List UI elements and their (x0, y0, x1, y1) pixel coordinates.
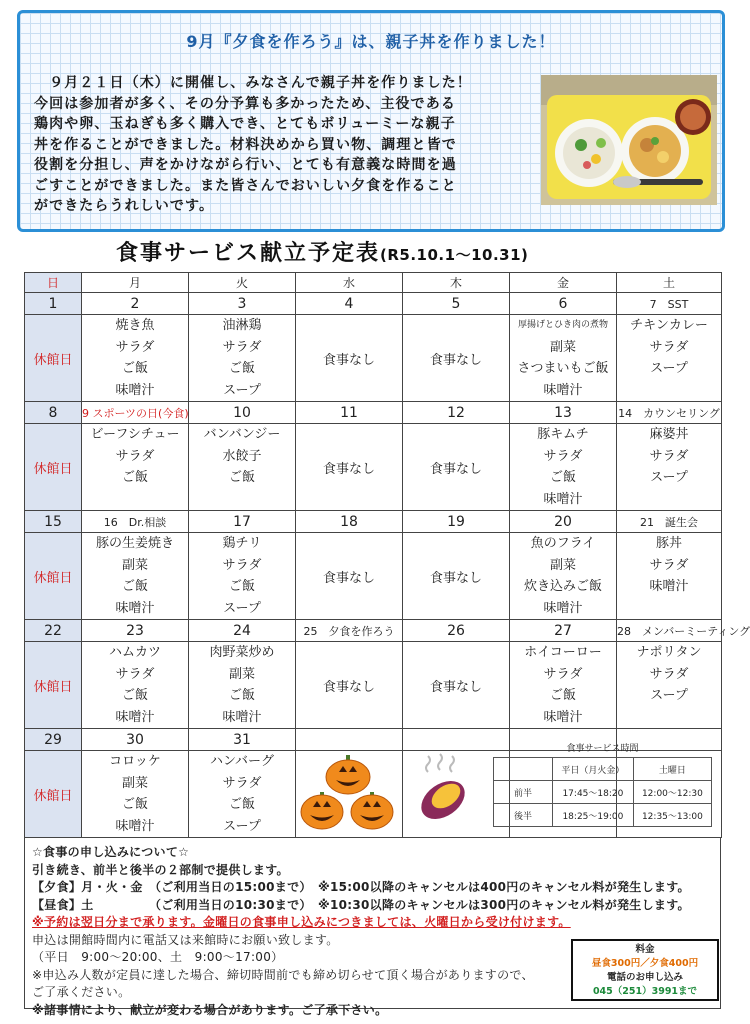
header-fri: 金 (510, 273, 617, 293)
date-cell: 17 (189, 511, 296, 533)
no-meal-cell (296, 315, 403, 402)
dish-item: ご飯 (228, 361, 255, 376)
date-cell: 31 (189, 729, 296, 751)
no-meal-cell (403, 315, 510, 402)
phone-label: 電話のお申し込み (606, 972, 683, 983)
hours-col-weekday: 平日（月火金） (553, 758, 634, 781)
hours-caption: 食事サービス時間 (566, 744, 639, 754)
dish-item: ご飯 (121, 579, 148, 594)
menu-cell (82, 751, 189, 838)
dish-item: サラダ (649, 666, 689, 682)
dish-item: 肉野菜炒め (209, 645, 275, 660)
dish-item: 副菜 (121, 557, 148, 573)
notice-line-warning: ※予約は翌日分まで承ります。金曜日の食事申し込みにつきましては、火曜日から受け付けます。 (32, 915, 571, 929)
dish-item: ご飯 (228, 797, 255, 812)
hours-weekday: 18:25～19:00 (553, 804, 634, 827)
date-row (25, 511, 722, 533)
dish-item: 味噌汁 (543, 382, 583, 398)
date-cell: 19 (403, 511, 510, 533)
no-meal-label: 食事なし (429, 461, 482, 477)
date-cell: 2 (82, 293, 189, 315)
dish-item: ナポリタン (636, 645, 702, 660)
date-cell: 18 (296, 511, 403, 533)
notice-line-dinner: 【夕食】月・火・金 （ご利用当日の15:00まで） ※15:00以降のキャンセルは400円のキャンセル料が発生します。 (32, 880, 690, 894)
no-meal-cell (296, 533, 403, 620)
date-cell: 7 SST (617, 293, 722, 315)
dish-item: ご飯 (121, 361, 148, 376)
menu-cell (510, 424, 617, 511)
closed-cell (25, 315, 82, 402)
news-line: ができたらうれしいです。 (34, 198, 215, 214)
dish-item: サラダ (649, 448, 689, 464)
dish-item: スープ (650, 470, 688, 485)
menu-title (116, 236, 528, 267)
date-cell: 11 (296, 402, 403, 424)
date-row (25, 293, 722, 315)
dish-item: 味噌汁 (115, 709, 155, 725)
menu-cell (617, 315, 722, 402)
menu-cell (82, 424, 189, 511)
closed-label: 休館日 (33, 679, 73, 695)
dish-item: サラダ (543, 666, 583, 682)
dish-item: 魚のフライ (530, 536, 596, 551)
dish-item: 豚丼 (655, 536, 682, 551)
date-cell: 5 (403, 293, 510, 315)
dish-item: 鶏チリ (222, 536, 262, 551)
notice-heading: ☆食事の申し込みについて☆ (32, 845, 190, 859)
hours-weekday: 17:45～18:20 (553, 781, 634, 804)
news-line: 今回は参加者が多く、その分予算も多かったため、主役である (34, 95, 456, 112)
phone-number: 045（251）3991まで (592, 986, 698, 997)
dish-item: 焼き魚 (115, 318, 155, 333)
no-meal-label: 食事なし (429, 352, 482, 368)
date-cell: 1 (25, 293, 82, 315)
dish-item: サラダ (222, 557, 262, 573)
hours-corner (494, 758, 553, 781)
dish-item: 味噌汁 (543, 600, 583, 616)
menu-cell (189, 315, 296, 402)
date-cell: 29 (25, 729, 82, 751)
date-cell: 27 (510, 620, 617, 642)
no-meal-cell (403, 533, 510, 620)
notice-line: 申込は開館時間内に電話又は来館時にお願い致します。 (32, 932, 339, 947)
hours-table (493, 757, 712, 827)
closed-label: 休館日 (33, 570, 73, 586)
date-row (25, 402, 722, 424)
dish-item: 味噌汁 (115, 818, 155, 834)
header-sun: 日 (25, 273, 82, 293)
news-line: ごすことができました。また皆さんでおいしい夕食を作ること (34, 177, 457, 194)
date-cell: 6 (510, 293, 617, 315)
date-cell: 22 (25, 620, 82, 642)
header-wed: 水 (296, 273, 403, 293)
dish-item: 副菜 (121, 775, 148, 791)
dish-item: コロッケ (109, 754, 161, 769)
dish-item: 副菜 (549, 557, 576, 573)
header-thu: 木 (403, 273, 510, 293)
menu-cell (617, 533, 722, 620)
date-cell: 21 誕生会 (617, 511, 722, 533)
news-line: 丼を作ることができました。材料決めから買い物、調理と皆で (34, 136, 457, 153)
menu-cell (510, 533, 617, 620)
hours-row-label: 後半 (494, 804, 553, 827)
hours-row-label: 前半 (494, 781, 553, 804)
closed-cell (25, 642, 82, 729)
notice-line: ご了承ください。 (32, 985, 131, 999)
no-meal-cell (403, 642, 510, 729)
date-cell: 24 (189, 620, 296, 642)
hours-saturday: 12:35～13:00 (633, 804, 711, 827)
header-mon: 月 (82, 273, 189, 293)
menu-cell (189, 533, 296, 620)
dish-item: さつまいもご飯 (517, 361, 609, 376)
dish-item: ご飯 (549, 470, 576, 485)
empty-date-cell (296, 729, 403, 751)
menu-row (25, 533, 722, 620)
menu-title-main: 食事サービス献立予定表 (116, 241, 381, 266)
menu-period: (R5.10.1～10.31) (380, 246, 529, 264)
news-line: 鶏肉や卵、玉ねぎも多く購入でき、とてもボリューミーな親子 (34, 116, 456, 132)
dish-item: バンバンジー (203, 427, 281, 442)
dish-item: 味噌汁 (543, 491, 583, 507)
price-label: 料金 (635, 944, 655, 955)
notice-line-lunch: 【昼食】土 （ご利用当日の10:30まで） ※10:30以降のキャンセルは300円のキャンセル料が発生します。 (32, 897, 690, 912)
dish-item: サラダ (222, 775, 262, 791)
dish-item: サラダ (649, 339, 689, 355)
date-cell: 23 (82, 620, 189, 642)
dish-item: 厚揚げとひき肉の煮物 (517, 320, 608, 330)
date-cell: 25 夕食を作ろう (296, 620, 403, 642)
date-cell: 20 (510, 511, 617, 533)
date-cell: 15 (25, 511, 82, 533)
menu-cell (510, 642, 617, 729)
dish-item: サラダ (115, 666, 155, 682)
date-cell: 10 (189, 402, 296, 424)
menu-row (25, 642, 722, 729)
closed-cell (25, 751, 82, 838)
menu-cell (189, 751, 296, 838)
dish-item: スープ (223, 382, 261, 398)
no-meal-label: 食事なし (322, 352, 375, 368)
menu-row (25, 424, 722, 511)
dish-item: スープ (223, 818, 261, 834)
date-cell: 8 (25, 402, 82, 424)
dish-item: 豚の生姜焼き (95, 536, 174, 551)
menu-cell (82, 533, 189, 620)
no-meal-label: 食事なし (322, 679, 375, 695)
dish-item: チキンカレー (630, 318, 708, 333)
notice-line: （平日 9:00～20:00、土 9:00～17:00） (32, 950, 284, 964)
date-cell: 30 (82, 729, 189, 751)
dish-item: 味噌汁 (115, 382, 155, 398)
closed-label: 休館日 (33, 352, 73, 368)
dish-item: スープ (223, 600, 261, 616)
news-line: ９月２１日（木）に開催し、みなさんで親子丼を作りました！ (34, 75, 472, 91)
dish-item: ご飯 (121, 470, 148, 485)
date-cell: 28 メンバーミーティング (617, 620, 722, 642)
no-meal-cell (296, 642, 403, 729)
date-cell: 4 (296, 293, 403, 315)
news-box (17, 10, 725, 232)
dish-item: ご飯 (121, 688, 148, 703)
closed-label: 休館日 (33, 788, 73, 804)
dish-item: ご飯 (228, 688, 255, 703)
dish-item: 豚キムチ (537, 427, 589, 442)
dish-item: 味噌汁 (115, 600, 155, 616)
dish-item: サラダ (115, 339, 155, 355)
no-meal-label: 食事なし (429, 570, 482, 586)
date-cell: 13 (510, 402, 617, 424)
dish-item: スープ (650, 361, 688, 376)
no-meal-cell (296, 424, 403, 511)
header-tue: 火 (189, 273, 296, 293)
dish-item: ご飯 (549, 688, 576, 703)
menu-cell (510, 315, 617, 402)
dish-item: 味噌汁 (222, 709, 262, 725)
hours-col-saturday: 土曜日 (633, 758, 711, 781)
dish-item: ホイコーロー (524, 645, 602, 660)
dish-item: スープ (650, 688, 688, 703)
dish-item: ご飯 (228, 579, 255, 594)
no-meal-label: 食事なし (322, 570, 375, 586)
menu-cell (82, 315, 189, 402)
dish-item: ご飯 (121, 797, 148, 812)
menu-cell (617, 424, 722, 511)
notice-line: ※諸事情により、献立が変わる場合があります。ご了承下さい。 (32, 1002, 388, 1017)
dish-item: サラダ (222, 339, 262, 355)
no-meal-label: 食事なし (322, 461, 375, 477)
notice-line: ※申込み人数が定員に達した場合、締切時間前でも締め切らせて頂く場合がありますので、 (32, 967, 534, 982)
closed-cell (25, 424, 82, 511)
dish-item: 味噌汁 (649, 579, 689, 594)
oyakodon-photo (541, 75, 717, 205)
dish-item: ハンバーグ (209, 754, 275, 769)
hours-saturday: 12:00～12:30 (633, 781, 711, 804)
price-value: 昼食300円／夕食400円 (591, 958, 699, 969)
dish-item: 油淋鶏 (222, 318, 262, 333)
date-cell: 9 スポーツの日(今食) (82, 402, 189, 424)
dish-item: 味噌汁 (543, 709, 583, 725)
no-meal-cell (403, 424, 510, 511)
dish-item: サラダ (649, 557, 689, 573)
price-box (571, 939, 719, 1001)
closed-cell (25, 533, 82, 620)
news-line: 役割を分担し、声をかけながら行い、とても有意義な時間を過 (34, 157, 457, 173)
menu-row (25, 315, 722, 402)
sweet-potato-illustration (410, 752, 476, 826)
notice-line: 引き続き、前半と後半の２部制で提供します。 (32, 862, 289, 877)
dish-item: サラダ (543, 448, 583, 464)
dish-item: 炊き込みご飯 (523, 579, 602, 594)
news-title: 9月『夕食を作ろう』は、親子丼を作りました！ (186, 32, 556, 51)
date-cell: 26 (403, 620, 510, 642)
date-cell: 12 (403, 402, 510, 424)
dish-item: サラダ (115, 448, 155, 464)
menu-cell (189, 642, 296, 729)
dish-item: 麻婆丼 (649, 427, 689, 442)
dish-item: ビーフシチュー (90, 427, 180, 442)
menu-cell (82, 642, 189, 729)
news-body (34, 73, 542, 217)
header-sat: 土 (617, 273, 722, 293)
dish-item: ハムカツ (108, 645, 161, 660)
menu-cell (617, 642, 722, 729)
closed-label: 休館日 (33, 461, 73, 477)
dish-item: ご飯 (228, 470, 255, 485)
menu-cell (189, 424, 296, 511)
date-cell: 14 カウンセリング (617, 402, 722, 424)
service-hours (493, 741, 712, 827)
date-row (25, 620, 722, 642)
dish-item: 水餃子 (222, 448, 262, 464)
date-cell: 3 (189, 293, 296, 315)
date-cell: 16 Dr.相談 (82, 511, 189, 533)
dish-item: 副菜 (549, 339, 576, 355)
pumpkin-illustration (298, 752, 396, 832)
no-meal-label: 食事なし (429, 679, 482, 695)
dish-item: 副菜 (228, 666, 255, 682)
